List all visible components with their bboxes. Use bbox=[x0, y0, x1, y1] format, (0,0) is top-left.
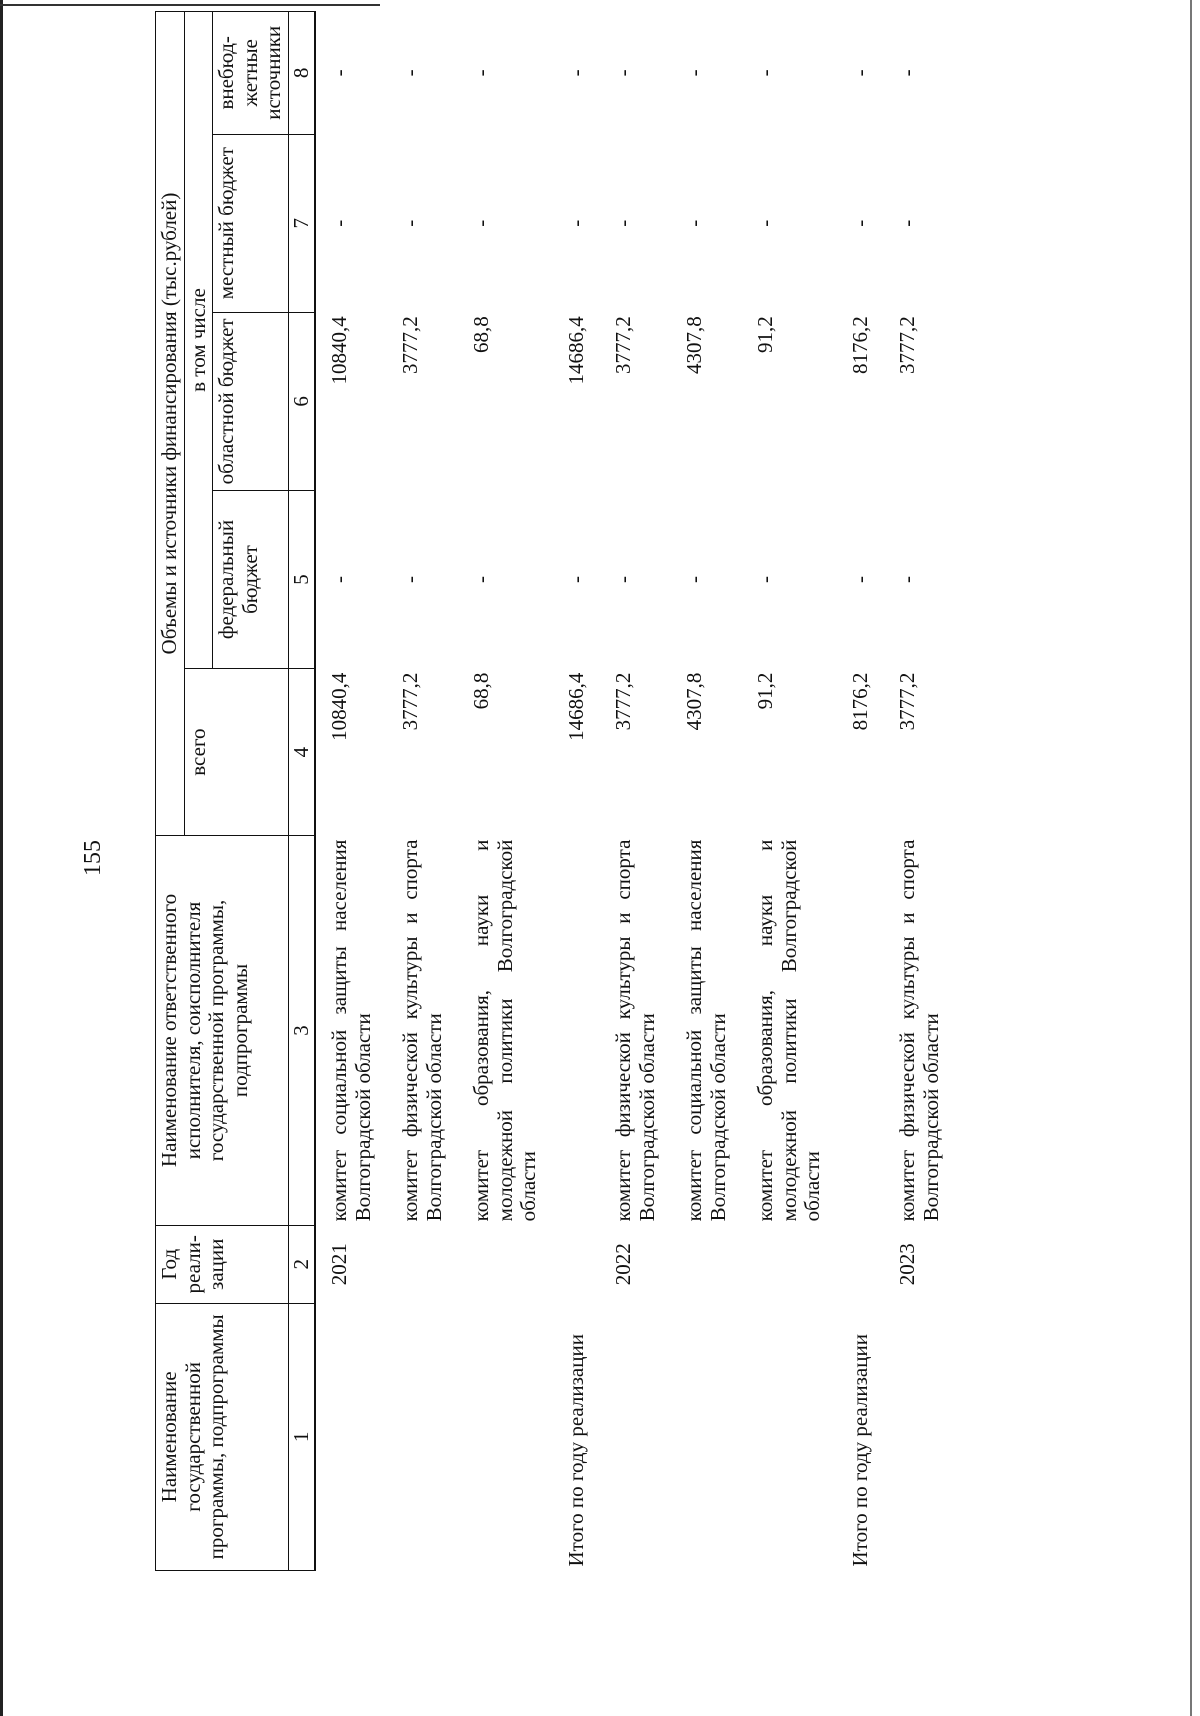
year-cell bbox=[742, 1225, 837, 1303]
federal-cell: - bbox=[753, 576, 778, 583]
table-row bbox=[315, 12, 387, 1571]
header-local: местный бюджет bbox=[213, 134, 289, 312]
local-cell: - bbox=[611, 219, 636, 227]
local-cell: - bbox=[327, 219, 352, 227]
program-cell bbox=[884, 1303, 955, 1570]
federal-cell: - bbox=[682, 576, 707, 583]
table-header bbox=[156, 12, 316, 1571]
header-including: в том числе bbox=[184, 12, 213, 669]
extra-cell: - bbox=[682, 69, 707, 77]
total-row-label: Итого по году реализации bbox=[563, 1334, 588, 1567]
federal-cell: - bbox=[611, 576, 636, 583]
executor-cell: комитет физической культуры и спорта Волгоградской области bbox=[611, 839, 659, 1222]
regional-cell: 91,2 bbox=[753, 316, 778, 354]
table-row bbox=[387, 12, 458, 1571]
total-cell: 4307,8 bbox=[682, 672, 707, 731]
program-cell bbox=[671, 1303, 742, 1570]
extra-cell: - bbox=[469, 69, 494, 77]
extra-cell: - bbox=[611, 69, 636, 77]
year-cell bbox=[458, 1225, 553, 1303]
program-cell bbox=[600, 1303, 671, 1570]
header-numbers-row bbox=[288, 12, 315, 1571]
extra-cell: - bbox=[398, 69, 423, 77]
regional-cell: 14686,4 bbox=[563, 316, 588, 385]
total-row-label: Итого по году реализации bbox=[847, 1334, 872, 1567]
local-cell: - bbox=[398, 219, 423, 227]
federal-cell: - bbox=[847, 576, 872, 583]
header-num-5: 5 bbox=[288, 490, 315, 668]
total-cell: 3777,2 bbox=[611, 672, 636, 731]
program-cell bbox=[458, 1303, 553, 1570]
header-year: Год реали-зации bbox=[156, 1225, 289, 1303]
extra-cell: - bbox=[563, 69, 588, 77]
program-cell bbox=[315, 1303, 387, 1570]
header-executor: Наименование ответственного исполнителя, соисполнителя государственной программы, подпрограммы bbox=[156, 836, 289, 1226]
header-num-8: 8 bbox=[288, 12, 315, 135]
extra-cell: - bbox=[753, 69, 778, 77]
table-row bbox=[884, 12, 955, 1571]
total-cell: 91,2 bbox=[753, 672, 778, 710]
table-row bbox=[671, 12, 742, 1571]
federal-cell: - bbox=[563, 576, 588, 583]
program-cell bbox=[742, 1303, 837, 1570]
header-federal: федеральный бюджет bbox=[213, 490, 289, 668]
regional-cell: 3777,2 bbox=[611, 316, 636, 375]
executor-cell: комитет социальной защиты населения Волгоградской области bbox=[327, 839, 375, 1222]
header-regional: областной бюджет bbox=[213, 312, 289, 490]
program-cell bbox=[387, 1303, 458, 1570]
executor-cell: комитет физической культуры и спорта Волгоградской области bbox=[398, 839, 446, 1222]
table-row bbox=[742, 12, 837, 1571]
regional-cell: 68,8 bbox=[469, 316, 494, 354]
extra-cell: - bbox=[895, 69, 920, 77]
local-cell: - bbox=[682, 219, 707, 227]
total-cell: 10840,4 bbox=[327, 672, 352, 741]
local-cell: - bbox=[847, 219, 872, 227]
table-body bbox=[315, 12, 955, 1571]
year-cell: 2022 bbox=[611, 1243, 636, 1286]
extra-cell: - bbox=[327, 69, 352, 77]
local-cell: - bbox=[469, 219, 494, 227]
federal-cell: - bbox=[327, 576, 352, 583]
regional-cell: 3777,2 bbox=[398, 316, 423, 375]
regional-cell: 8176,2 bbox=[847, 316, 872, 375]
header-extrabudget: внебюд-жетные источники bbox=[213, 12, 289, 135]
local-cell: - bbox=[753, 219, 778, 227]
total-row bbox=[837, 12, 885, 1571]
executor-cell: комитет физической культуры и спорта Волгоградской области bbox=[895, 839, 943, 1222]
header-funding-group: Объемы и источники финансирования (тыс.рублей) bbox=[156, 12, 185, 836]
executor-cell: комитет образования, науки и молодежной политики Волгоградской области bbox=[469, 839, 541, 1222]
federal-cell: - bbox=[895, 576, 920, 583]
total-cell: 8176,2 bbox=[847, 672, 872, 731]
local-cell: - bbox=[563, 219, 588, 227]
header-program-name: Наименование государственной программы, подпрограммы bbox=[156, 1303, 289, 1570]
total-cell: 14686,4 bbox=[563, 672, 588, 741]
page-number: 155 bbox=[80, 840, 106, 876]
year-cell bbox=[387, 1225, 458, 1303]
funding-table bbox=[155, 11, 955, 1571]
year-cell bbox=[671, 1225, 742, 1303]
header-num-3: 3 bbox=[288, 836, 315, 1226]
total-cell: 3777,2 bbox=[398, 672, 423, 731]
federal-cell: - bbox=[469, 576, 494, 583]
local-cell: - bbox=[895, 219, 920, 227]
regional-cell: 4307,8 bbox=[682, 316, 707, 375]
regional-cell: 10840,4 bbox=[327, 316, 352, 385]
year-cell: 2023 bbox=[895, 1243, 920, 1286]
header-num-4: 4 bbox=[288, 669, 315, 836]
header-num-2: 2 bbox=[288, 1225, 315, 1303]
header-num-6: 6 bbox=[288, 312, 315, 490]
header-total: всего bbox=[184, 669, 288, 836]
executor-cell: комитет образования, науки и молодежной политики Волгоградской области bbox=[753, 839, 825, 1222]
total-cell: 3777,2 bbox=[895, 672, 920, 731]
table-row bbox=[600, 12, 671, 1571]
regional-cell: 3777,2 bbox=[895, 316, 920, 375]
header-num-1: 1 bbox=[288, 1303, 315, 1570]
table-row bbox=[458, 12, 553, 1571]
total-row bbox=[553, 12, 601, 1571]
total-cell: 68,8 bbox=[469, 672, 494, 710]
federal-cell: - bbox=[398, 576, 423, 583]
year-cell: 2021 bbox=[327, 1243, 352, 1286]
executor-cell: комитет социальной защиты населения Волгоградской области bbox=[682, 839, 730, 1222]
extra-cell: - bbox=[847, 69, 872, 77]
header-num-7: 7 bbox=[288, 134, 315, 312]
